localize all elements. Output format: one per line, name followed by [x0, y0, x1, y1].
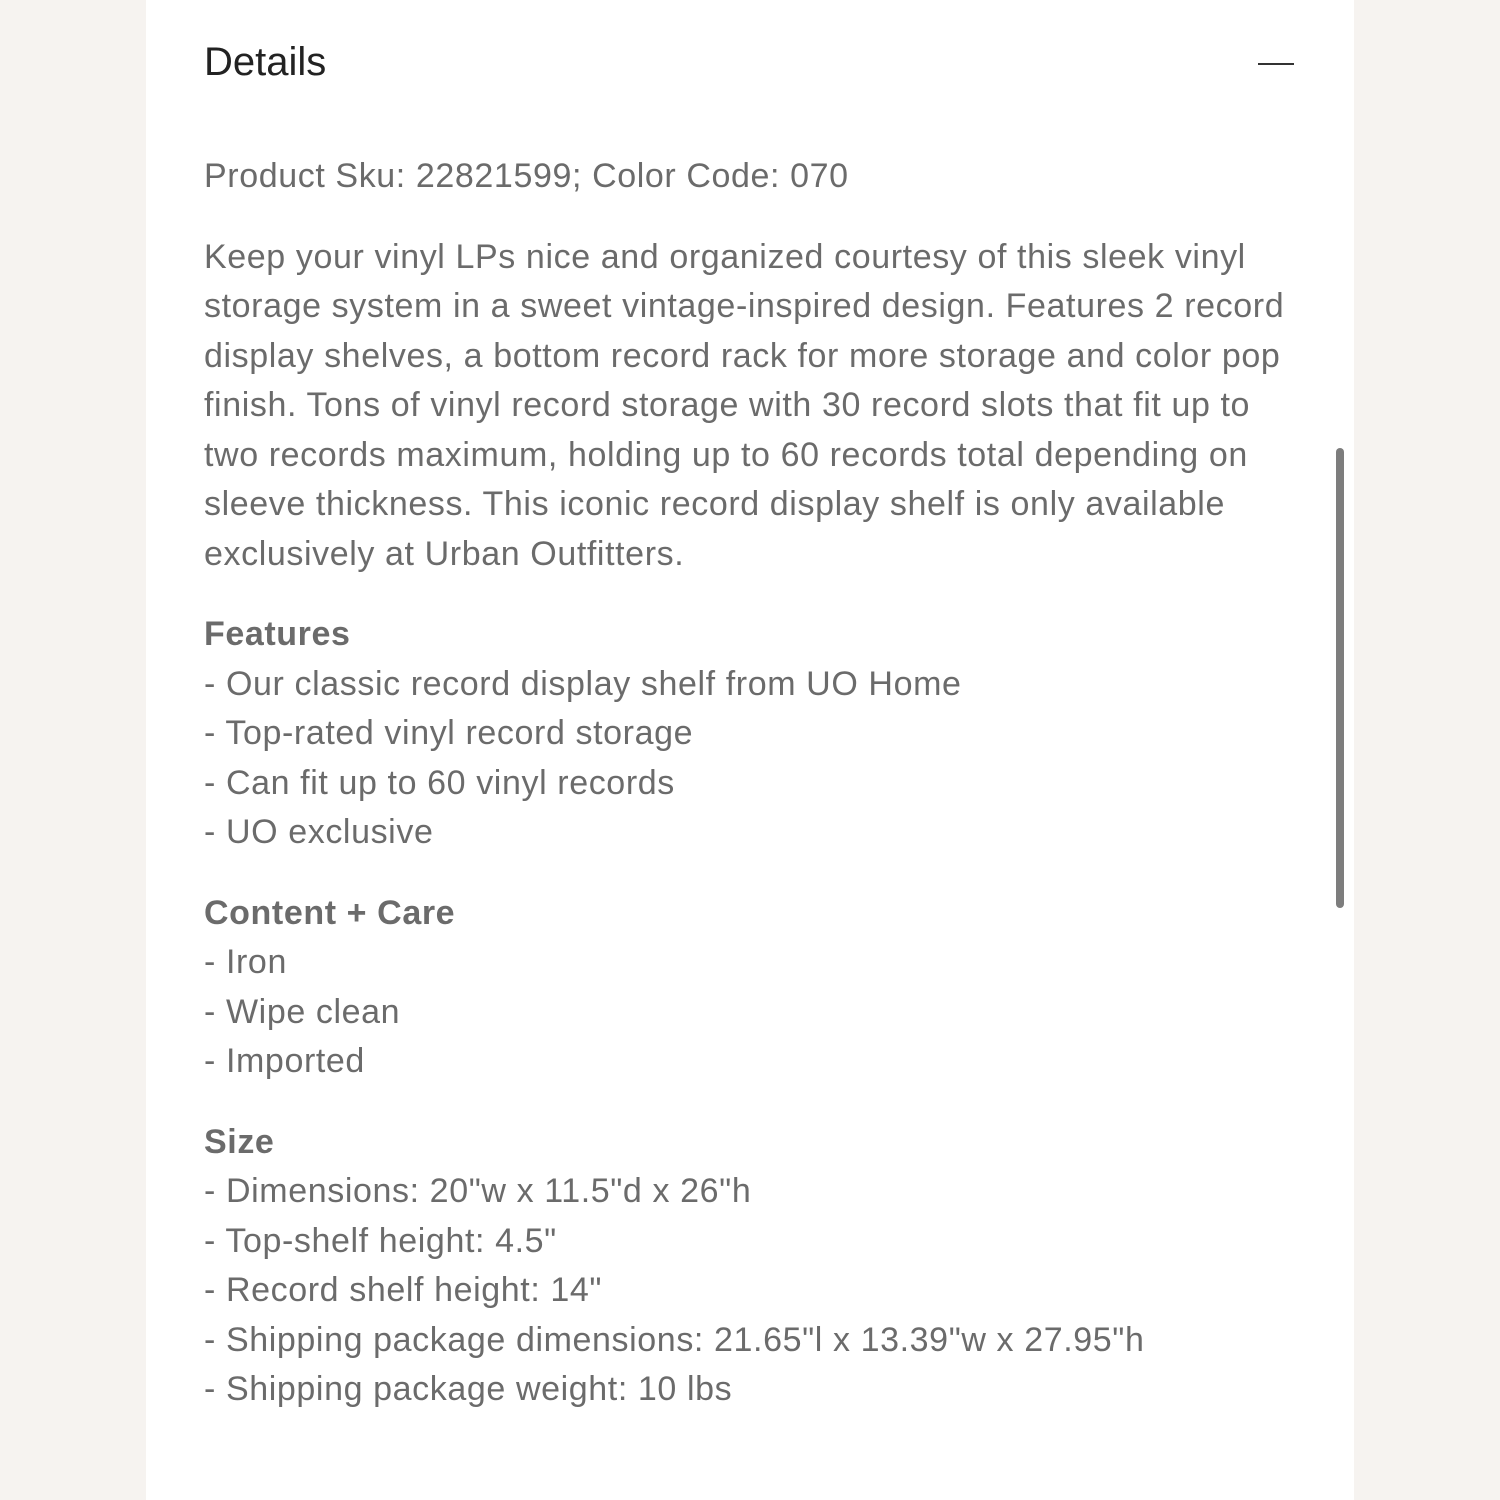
list-item: - Shipping package weight: 10 lbs: [204, 1370, 733, 1408]
collapse-button[interactable]: [1256, 38, 1296, 82]
list-item: - Top-shelf height: 4.5": [204, 1221, 557, 1260]
size-heading: Size: [204, 1122, 275, 1161]
list-item: - Shipping package dimensions: 21.65"l x 13.39"w x 27.95"h: [204, 1320, 1145, 1359]
vertical-scrollbar[interactable]: [1336, 448, 1344, 908]
list-item: - Top-rated vinyl record storage: [204, 714, 694, 752]
list-item: - Imported: [204, 1042, 365, 1080]
features-section: [204, 610, 1294, 858]
product-sku-line: Product Sku: 22821599; Color Code: 070: [204, 157, 849, 195]
details-title: Details: [204, 40, 327, 84]
list-item: - UO exclusive: [204, 813, 434, 851]
features-heading: Features: [204, 615, 351, 653]
size-section: [204, 1118, 1294, 1415]
features-list: [204, 660, 1294, 858]
product-description: Keep your vinyl LPs nice and organized courtesy of this sleek vinyl storage system in a sweet vintage-inspired design. Features 2 record display shelves, a bottom record rack for more storage and color pop finish. Tons of vinyl record storage with 30 record slots that fit up to two records maximum, holding up to 60 records total depending on sleeve thickness. This iconic record display shelf is only available exclusively at Urban Outfitters.: [204, 237, 1285, 573]
list-item: - Can fit up to 60 vinyl records: [204, 763, 675, 802]
scrollbar-thumb[interactable]: [1336, 448, 1344, 908]
details-header[interactable]: [204, 34, 1296, 90]
size-list: [204, 1167, 1294, 1415]
content-care-heading: Content + Care: [204, 893, 456, 932]
details-content: [204, 152, 1294, 1446]
list-item: - Our classic record display shelf from UO Home: [204, 664, 962, 703]
details-panel: [146, 0, 1354, 1500]
list-item: - Iron: [204, 943, 287, 981]
list-item: - Dimensions: 20"w x 11.5"d x 26"h: [204, 1172, 752, 1210]
minus-icon: [1258, 63, 1294, 65]
content-care-section: [204, 889, 1294, 1087]
content-care-list: [204, 938, 1294, 1087]
list-item: - Wipe clean: [204, 992, 401, 1031]
list-item: - Record shelf height: 14": [204, 1271, 603, 1309]
